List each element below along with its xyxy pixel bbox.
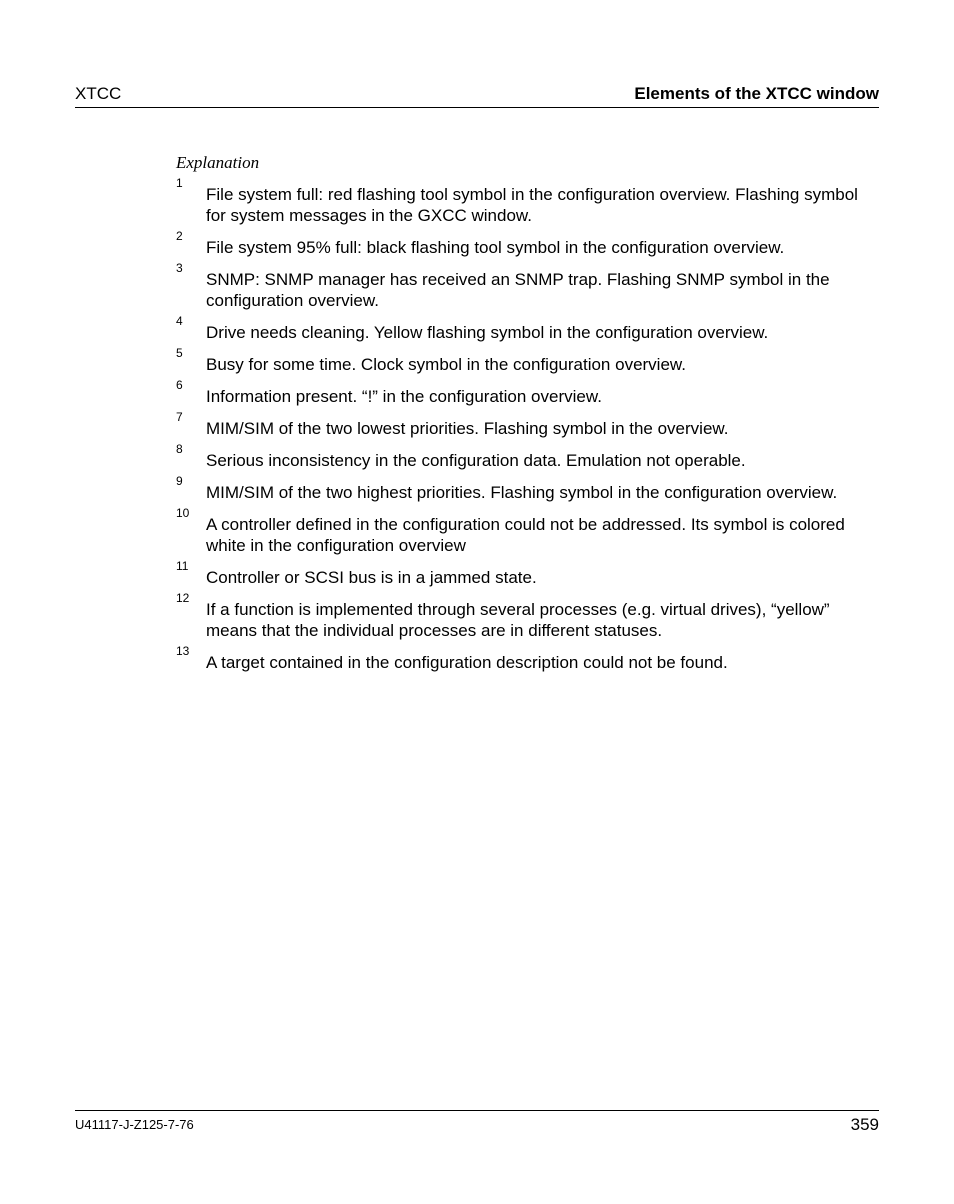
footnote-text: Information present. “!” in the configuration overview. — [206, 387, 602, 406]
footnote-text: Drive needs cleaning. Yellow flashing symbol in the configuration overview. — [206, 323, 769, 342]
footnote-text: Busy for some time. Clock symbol in the configuration overview. — [206, 355, 686, 374]
footnote-number: 11 — [176, 559, 189, 573]
footnote-item — [176, 346, 879, 375]
footnote-text: Controller or SCSI bus is in a jammed state. — [206, 568, 537, 587]
footnote-number: 13 — [176, 644, 190, 658]
footnote-text: Serious inconsistency in the configuration data. Emulation not operable. — [206, 451, 746, 470]
footnote-number: 1 — [176, 176, 183, 190]
footnote-number: 3 — [176, 261, 183, 275]
footnote-number: 5 — [176, 346, 183, 360]
page-header — [75, 84, 879, 108]
footnote-item — [176, 229, 879, 258]
footnote-item — [176, 176, 879, 226]
footnote-item — [176, 559, 879, 588]
footnote-item — [176, 442, 879, 471]
document-id: U41117-J-Z125-7-76 — [75, 1117, 194, 1132]
footnote-text: SNMP: SNMP manager has received an SNMP trap. Flashing SNMP symbol in the configuration overview. — [206, 270, 830, 310]
footnote-text: A controller defined in the configuration could not be addressed. Its symbol is colored white in the configuration overview — [206, 515, 845, 555]
footnote-number: 6 — [176, 378, 183, 392]
footnote-text: File system 95% full: black flashing tool symbol in the configuration overview. — [206, 238, 785, 257]
footnote-item — [176, 410, 879, 439]
footnote-item — [176, 378, 879, 407]
page-footer — [75, 1110, 879, 1134]
footnote-text: File system full: red flashing tool symbol in the configuration overview. Flashing symbol for system messages in the GXCC window. — [206, 185, 858, 225]
footnote-number: 7 — [176, 410, 183, 424]
footnote-item — [176, 314, 879, 343]
header-section-title: Elements of the XTCC window — [634, 84, 879, 103]
explanation-heading: Explanation — [176, 153, 260, 172]
page-number: 359 — [850, 1115, 879, 1134]
footnote-item — [176, 591, 879, 641]
footnote-text: A target contained in the configuration description could not be found. — [206, 653, 728, 672]
footnote-item — [176, 261, 879, 311]
footnote-item — [176, 644, 879, 673]
explanation-section — [176, 152, 879, 684]
footnote-number: 8 — [176, 442, 183, 456]
footnote-item — [176, 506, 879, 556]
header-product-name: XTCC — [75, 84, 122, 103]
footnote-item — [176, 474, 879, 503]
footnote-number: 2 — [176, 229, 183, 243]
footnote-number: 4 — [176, 314, 183, 328]
footnote-text: MIM/SIM of the two highest priorities. Flashing symbol in the configuration overview. — [206, 483, 838, 502]
footnote-text: If a function is implemented through several processes (e.g. virtual drives), “yellow” means that the individual processes are in different statuses. — [206, 600, 830, 640]
footnote-number: 10 — [176, 506, 190, 520]
footnote-number: 12 — [176, 591, 190, 605]
footnote-number: 9 — [176, 474, 183, 488]
footnote-text: MIM/SIM of the two lowest priorities. Flashing symbol in the overview. — [206, 419, 729, 438]
